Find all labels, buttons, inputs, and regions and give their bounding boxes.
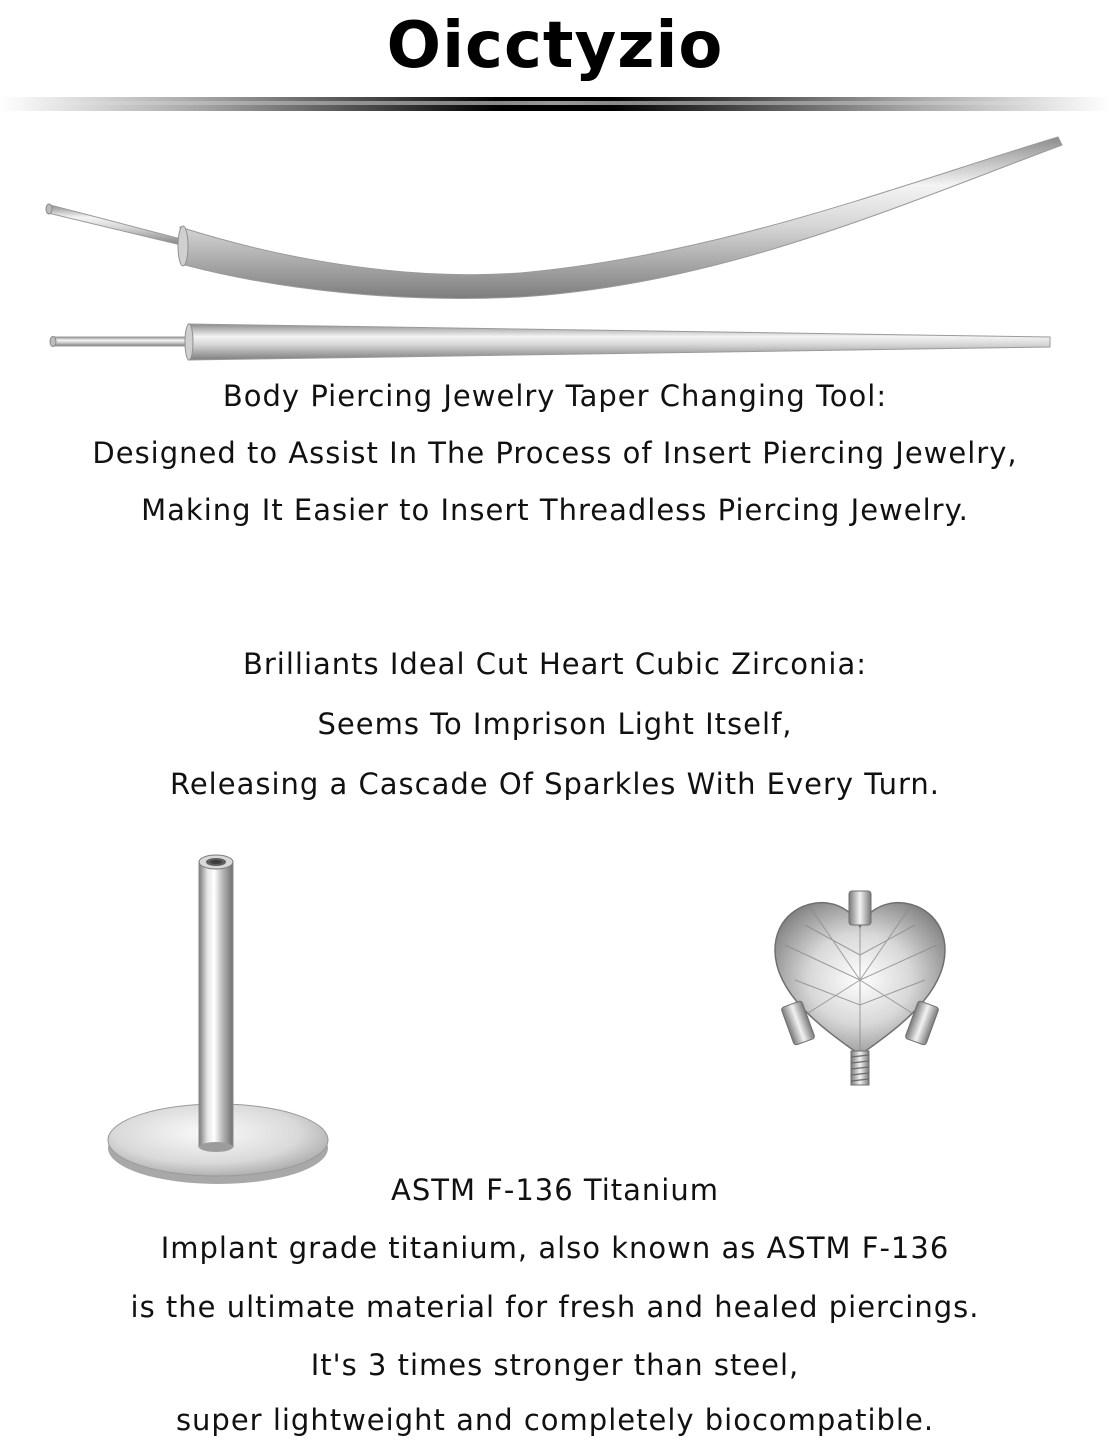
titanium-line: Implant grade titanium, also known as ASTM F-136 — [160, 1231, 950, 1265]
heart-gem-image — [765, 885, 955, 1090]
brand-logo: Oicctyzio — [386, 9, 724, 83]
header-divider — [0, 97, 1110, 111]
taper-heading: Body Piercing Jewelry Taper Changing Tool: — [222, 379, 888, 413]
titanium-line: super lightweight and completely biocompatible. — [175, 1403, 935, 1437]
straight-taper-tool-image — [0, 318, 1110, 368]
zirconia-line: Releasing a Cascade Of Sparkles With Every Turn. — [169, 767, 940, 801]
labret-post-image — [100, 848, 340, 1188]
zirconia-line: Seems To Imprison Light Itself, — [317, 707, 793, 741]
titanium-heading: ASTM F-136 Titanium — [390, 1173, 719, 1207]
titanium-line: is the ultimate material for fresh and healed piercings. — [130, 1290, 980, 1324]
zirconia-heading: Brilliants Ideal Cut Heart Cubic Zirconia: — [242, 647, 868, 681]
taper-line: Making It Easier to Insert Threadless Piercing Jewelry. — [141, 493, 969, 527]
curved-taper-tool-image — [0, 115, 1110, 315]
taper-line: Designed to Assist In The Process of Insert Piercing Jewelry, — [92, 436, 1018, 470]
titanium-line: It's 3 times stronger than steel, — [310, 1348, 800, 1382]
